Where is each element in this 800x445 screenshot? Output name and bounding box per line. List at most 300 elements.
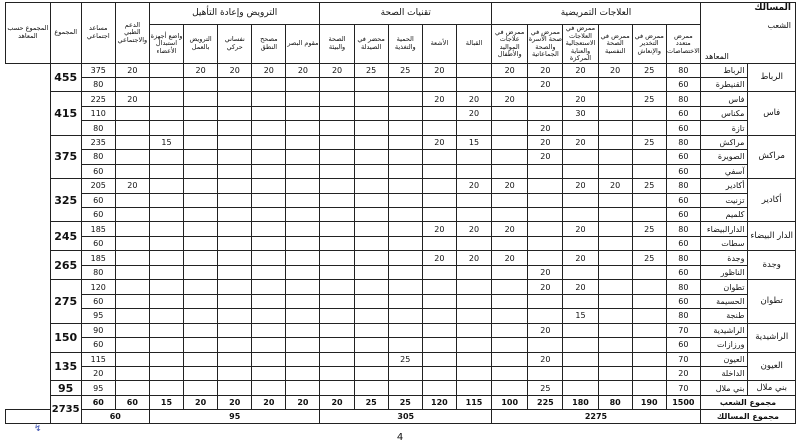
value-cell <box>218 135 252 149</box>
value-cell <box>598 106 632 120</box>
table-row <box>6 222 796 236</box>
value-cell <box>456 193 491 207</box>
value-cell <box>184 193 218 207</box>
value-cell: 60 <box>666 265 700 279</box>
corner-regions-label: المسالك <box>754 3 791 13</box>
value-cell <box>115 208 149 222</box>
value-cell <box>320 121 354 135</box>
institute-name: الداخلة <box>700 367 748 381</box>
institute-total-cell: 120 <box>81 280 115 294</box>
value-cell: 60 <box>666 164 700 178</box>
col-header-5: ممرض في علاجات المواليد والأطفال <box>492 25 528 64</box>
region-total: 150 <box>50 323 81 352</box>
value-cell <box>218 150 252 164</box>
branch-total-cell: 80 <box>598 395 632 409</box>
branch-total-cell: 20 <box>286 395 320 409</box>
region-name: أكادير <box>748 179 796 222</box>
value-cell <box>422 179 456 193</box>
value-cell <box>149 121 183 135</box>
value-cell <box>252 323 286 337</box>
institute-name: الرباط <box>700 63 748 77</box>
value-cell <box>149 236 183 250</box>
value-cell <box>286 338 320 352</box>
col-header-14: الترويض بالعمل <box>184 25 218 64</box>
value-cell <box>632 280 666 294</box>
value-cell <box>388 222 422 236</box>
value-cell: 20 <box>563 179 598 193</box>
value-cell <box>115 294 149 308</box>
value-cell <box>354 323 388 337</box>
value-cell: 20 <box>528 265 563 279</box>
region-total: 455 <box>50 63 81 92</box>
value-cell <box>149 265 183 279</box>
value-cell <box>115 309 149 323</box>
value-cell <box>422 367 456 381</box>
value-cell <box>184 164 218 178</box>
col-header-6: القبالة <box>456 25 491 64</box>
table-body <box>6 63 796 424</box>
value-cell <box>149 193 183 207</box>
value-cell <box>492 193 528 207</box>
track-total-rehab: 95 <box>149 409 320 423</box>
value-cell <box>563 265 598 279</box>
value-cell: 20 <box>563 135 598 149</box>
enrollment-table <box>5 2 796 424</box>
group-rehab: الترويض وإعادة التأهيل <box>149 3 320 25</box>
institute-name: تازة <box>700 121 748 135</box>
institute-name: تزنيت <box>700 193 748 207</box>
value-cell <box>354 193 388 207</box>
value-cell <box>320 92 354 106</box>
value-cell <box>218 222 252 236</box>
institute-name: أكادير <box>700 179 748 193</box>
value-cell <box>492 352 528 366</box>
value-cell <box>492 121 528 135</box>
value-cell <box>422 280 456 294</box>
value-cell <box>388 77 422 91</box>
value-cell: 30 <box>563 106 598 120</box>
value-cell <box>218 323 252 337</box>
value-cell <box>354 236 388 250</box>
value-cell: 80 <box>666 63 700 77</box>
value-cell <box>320 135 354 149</box>
branch-total-cell: 20 <box>184 395 218 409</box>
value-cell <box>354 338 388 352</box>
value-cell <box>492 294 528 308</box>
value-cell <box>218 164 252 178</box>
value-cell <box>632 265 666 279</box>
value-cell <box>492 338 528 352</box>
value-cell <box>563 381 598 395</box>
table-row <box>6 106 796 120</box>
track-total-health-tech: 305 <box>320 409 492 423</box>
institute-name: كلميم <box>700 208 748 222</box>
value-cell <box>388 381 422 395</box>
value-cell: 20 <box>666 367 700 381</box>
region-total: 415 <box>50 92 81 135</box>
value-cell <box>184 280 218 294</box>
table-row <box>6 381 796 395</box>
branch-total-cell: 225 <box>528 395 563 409</box>
value-cell: 20 <box>563 222 598 236</box>
value-cell <box>456 352 491 366</box>
value-cell <box>115 222 149 236</box>
value-cell <box>286 367 320 381</box>
institute-name: القنيطرة <box>700 77 748 91</box>
value-cell <box>184 323 218 337</box>
value-cell: 70 <box>666 352 700 366</box>
value-cell <box>184 309 218 323</box>
value-cell <box>598 208 632 222</box>
value-cell: 20 <box>115 63 149 77</box>
branch-total-cell: 20 <box>252 395 286 409</box>
value-cell: 20 <box>528 63 563 77</box>
value-cell <box>286 309 320 323</box>
value-cell <box>286 179 320 193</box>
value-cell <box>456 208 491 222</box>
institute-total-cell: 60 <box>81 338 115 352</box>
value-cell <box>286 77 320 91</box>
region-name: مراكش <box>748 135 796 178</box>
value-cell <box>184 77 218 91</box>
branch-total-cell: 15 <box>149 395 183 409</box>
value-cell <box>422 236 456 250</box>
value-cell <box>252 367 286 381</box>
value-cell: 20 <box>115 179 149 193</box>
institute-total-cell: 80 <box>81 121 115 135</box>
value-cell: 25 <box>632 135 666 149</box>
value-cell <box>218 179 252 193</box>
value-cell <box>528 222 563 236</box>
value-cell <box>598 92 632 106</box>
value-cell: 80 <box>666 222 700 236</box>
value-cell <box>492 323 528 337</box>
value-cell <box>388 92 422 106</box>
value-cell <box>115 193 149 207</box>
value-cell: 15 <box>456 135 491 149</box>
institute-total-cell: 90 <box>81 323 115 337</box>
value-cell <box>218 251 252 265</box>
value-cell <box>492 236 528 250</box>
value-cell <box>563 323 598 337</box>
value-cell <box>252 338 286 352</box>
value-cell: 20 <box>320 63 354 77</box>
value-cell <box>632 236 666 250</box>
value-cell <box>252 164 286 178</box>
institute-name: الحسيمة <box>700 294 748 308</box>
value-cell <box>320 208 354 222</box>
value-cell <box>252 352 286 366</box>
value-cell <box>218 294 252 308</box>
value-cell <box>528 193 563 207</box>
value-cell <box>354 251 388 265</box>
value-cell <box>115 323 149 337</box>
value-cell: 20 <box>115 92 149 106</box>
value-cell <box>184 222 218 236</box>
value-cell <box>252 135 286 149</box>
institute-total-cell: 60 <box>81 164 115 178</box>
value-cell <box>286 352 320 366</box>
value-cell <box>252 77 286 91</box>
value-cell <box>632 77 666 91</box>
value-cell: 20 <box>528 352 563 366</box>
value-cell <box>252 222 286 236</box>
value-cell: 20 <box>218 63 252 77</box>
track-total-social: 60 <box>81 409 149 423</box>
value-cell <box>218 352 252 366</box>
institute-total-cell: 60 <box>81 193 115 207</box>
value-cell <box>218 309 252 323</box>
value-cell: 20 <box>184 63 218 77</box>
institute-total-cell: 110 <box>81 106 115 120</box>
value-cell <box>354 179 388 193</box>
value-cell <box>354 294 388 308</box>
value-cell <box>115 352 149 366</box>
institute-total-cell: 225 <box>81 92 115 106</box>
institute-name: وجدة <box>700 251 748 265</box>
value-cell <box>492 208 528 222</box>
value-cell: 15 <box>149 135 183 149</box>
value-cell <box>149 222 183 236</box>
region-name: الدار البيضاء <box>748 222 796 251</box>
table-row <box>6 193 796 207</box>
value-cell <box>115 251 149 265</box>
value-cell <box>563 77 598 91</box>
institute-name: تطوان <box>700 280 748 294</box>
region-name: الراشيدية <box>748 323 796 352</box>
value-cell <box>320 352 354 366</box>
value-cell <box>528 106 563 120</box>
table-row <box>6 150 796 164</box>
value-cell: 20 <box>528 121 563 135</box>
value-cell: 25 <box>528 381 563 395</box>
value-cell <box>252 309 286 323</box>
value-cell <box>354 121 388 135</box>
value-cell <box>422 265 456 279</box>
value-cell <box>252 179 286 193</box>
region-total: 245 <box>50 222 81 251</box>
col-header-17: الدعم الطبي والاجتماعي <box>115 3 149 64</box>
value-cell <box>218 77 252 91</box>
value-cell <box>528 164 563 178</box>
value-cell <box>598 367 632 381</box>
value-cell <box>492 367 528 381</box>
table-row <box>6 294 796 308</box>
value-cell <box>149 309 183 323</box>
value-cell: 25 <box>354 63 388 77</box>
value-cell <box>388 338 422 352</box>
value-cell: 80 <box>666 179 700 193</box>
value-cell: 20 <box>456 222 491 236</box>
value-cell <box>598 309 632 323</box>
institute-total-cell: 95 <box>81 381 115 395</box>
value-cell: 20 <box>492 63 528 77</box>
value-cell <box>456 164 491 178</box>
institute-name: مراكش <box>700 135 748 149</box>
value-cell <box>598 77 632 91</box>
institute-name: العيون <box>700 352 748 366</box>
region-total: 135 <box>50 352 81 381</box>
value-cell <box>286 150 320 164</box>
value-cell <box>354 77 388 91</box>
table-row <box>6 121 796 135</box>
value-cell: 25 <box>632 92 666 106</box>
value-cell <box>354 381 388 395</box>
value-cell <box>115 338 149 352</box>
value-cell <box>632 164 666 178</box>
value-cell <box>388 164 422 178</box>
value-cell <box>422 381 456 395</box>
value-cell <box>456 367 491 381</box>
value-cell: 20 <box>422 222 456 236</box>
value-cell: 60 <box>666 77 700 91</box>
value-cell <box>149 179 183 193</box>
value-cell <box>286 106 320 120</box>
value-cell: 20 <box>528 150 563 164</box>
institute-total-cell: 60 <box>81 294 115 308</box>
value-cell <box>184 92 218 106</box>
page-number: 4 <box>396 432 404 443</box>
institute-total-cell: 60 <box>81 236 115 250</box>
value-cell <box>218 106 252 120</box>
col-header-15: واضع أجهزة استبدال الأعضاء <box>149 25 183 64</box>
value-cell: 20 <box>422 63 456 77</box>
value-cell <box>149 150 183 164</box>
value-cell <box>422 323 456 337</box>
branch-total-cell: 60 <box>81 395 115 409</box>
value-cell <box>388 179 422 193</box>
value-cell <box>598 381 632 395</box>
value-cell <box>598 323 632 337</box>
value-cell <box>598 280 632 294</box>
value-cell <box>286 265 320 279</box>
value-cell: 80 <box>666 251 700 265</box>
value-cell <box>632 208 666 222</box>
value-cell <box>286 222 320 236</box>
value-cell <box>492 280 528 294</box>
corner-header <box>700 3 795 64</box>
value-cell <box>598 352 632 366</box>
group-nursing: العلاجات التمريضية <box>492 3 701 25</box>
value-cell <box>252 150 286 164</box>
table-row <box>6 164 796 178</box>
value-cell <box>598 222 632 236</box>
value-cell <box>320 251 354 265</box>
branch-total-cell: 60 <box>115 395 149 409</box>
value-cell <box>456 121 491 135</box>
col-header-16: مساعد اجتماعي <box>81 3 115 64</box>
value-cell <box>218 236 252 250</box>
value-cell: 25 <box>388 63 422 77</box>
track-totals-label: مجموع المسالك <box>700 409 795 423</box>
value-cell <box>320 193 354 207</box>
value-cell <box>528 338 563 352</box>
value-cell: 20 <box>598 63 632 77</box>
value-cell <box>422 294 456 308</box>
value-cell: 60 <box>666 193 700 207</box>
branch-total-cell: 180 <box>563 395 598 409</box>
region-total: 265 <box>50 251 81 280</box>
value-cell: 20 <box>286 63 320 77</box>
value-cell <box>563 338 598 352</box>
value-cell <box>422 193 456 207</box>
region-total: 275 <box>50 280 81 323</box>
value-cell <box>354 164 388 178</box>
value-cell: 20 <box>528 323 563 337</box>
value-cell <box>115 381 149 395</box>
value-cell: 20 <box>456 179 491 193</box>
value-cell <box>354 280 388 294</box>
value-cell <box>286 294 320 308</box>
table-row <box>6 135 796 149</box>
value-cell <box>598 121 632 135</box>
value-cell: 80 <box>666 280 700 294</box>
value-cell <box>149 381 183 395</box>
value-cell <box>149 367 183 381</box>
institute-total-cell: 115 <box>81 352 115 366</box>
value-cell <box>320 150 354 164</box>
grand-total: 2735 <box>50 395 81 423</box>
value-cell <box>218 92 252 106</box>
value-cell: 60 <box>666 236 700 250</box>
value-cell: 60 <box>666 294 700 308</box>
region-total: 375 <box>50 135 81 178</box>
value-cell <box>184 179 218 193</box>
pen-mark-icon: ↯ <box>34 424 42 434</box>
value-cell <box>286 251 320 265</box>
value-cell: 70 <box>666 323 700 337</box>
value-cell <box>354 150 388 164</box>
value-cell <box>492 381 528 395</box>
branch-total-cell: 20 <box>218 395 252 409</box>
value-cell <box>115 236 149 250</box>
value-cell <box>528 236 563 250</box>
value-cell <box>252 294 286 308</box>
value-cell: 25 <box>632 222 666 236</box>
institute-total-cell: 80 <box>81 150 115 164</box>
value-cell <box>354 92 388 106</box>
value-cell <box>598 251 632 265</box>
table-row <box>6 367 796 381</box>
value-cell <box>456 338 491 352</box>
value-cell <box>115 265 149 279</box>
value-cell <box>149 294 183 308</box>
value-cell <box>632 381 666 395</box>
value-cell: 20 <box>492 179 528 193</box>
value-cell <box>218 338 252 352</box>
value-cell <box>563 150 598 164</box>
value-cell <box>528 251 563 265</box>
branch-total-cell: 1500 <box>666 395 700 409</box>
value-cell <box>184 338 218 352</box>
institute-total-cell: 375 <box>81 63 115 77</box>
value-cell <box>149 63 183 77</box>
value-cell <box>388 193 422 207</box>
value-cell: 25 <box>632 63 666 77</box>
region-name: العيون <box>748 352 796 381</box>
value-cell: 20 <box>456 92 491 106</box>
value-cell <box>632 193 666 207</box>
value-cell <box>286 193 320 207</box>
institute-name: بني ملال <box>700 381 748 395</box>
value-cell <box>149 323 183 337</box>
value-cell <box>320 294 354 308</box>
institute-name: سطات <box>700 236 748 250</box>
branch-total-cell: 120 <box>422 395 456 409</box>
value-cell: 20 <box>598 179 632 193</box>
corner-branches-label: الشعب <box>767 21 791 30</box>
institute-name: الصويرة <box>700 150 748 164</box>
